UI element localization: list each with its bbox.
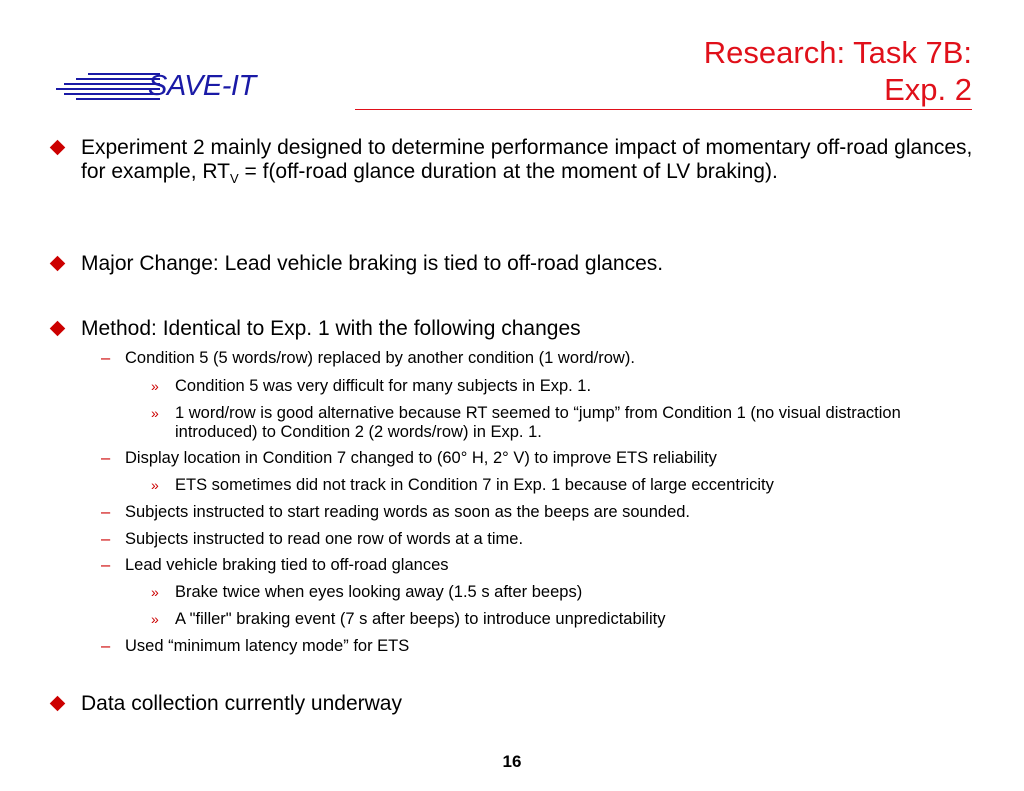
raquo-bullet: » <box>151 378 159 394</box>
raquo-bullet: » <box>151 584 159 600</box>
bullet-data-collection: Data collection currently underway <box>81 692 402 715</box>
dash-bullet: – <box>101 503 111 521</box>
sub-sub-item-ets-tracking: ETS sometimes did not track in Condition 7 in Exp. 1 because of large eccentricity <box>175 476 774 494</box>
title-line-2: Exp. 2 <box>884 72 972 107</box>
dash-bullet: – <box>101 556 111 574</box>
diamond-bullet-icon <box>50 696 66 712</box>
sub-sub-item-condition-5-difficult: Condition 5 was very difficult for many subjects in Exp. 1. <box>175 377 592 395</box>
sub-item-lead-vehicle-braking: Lead vehicle braking tied to off-road glances <box>125 556 449 574</box>
raquo-bullet: » <box>151 611 159 627</box>
sub-item-condition-5: Condition 5 (5 words/row) replaced by another condition (1 word/row). <box>125 349 635 367</box>
raquo-bullet: » <box>151 405 159 421</box>
bullet-experiment-2: Experiment 2 mainly designed to determine performance impact of momentary off-road glances, for example, $RT_V$ = f(off-road glance duration at the moment of LV braking). <box>81 136 973 186</box>
sub-item-display-location: Display location in Condition 7 changed to (60° H, 2° V) to improve ETS reliability <box>125 449 717 467</box>
logo-speed-lines <box>48 73 160 103</box>
sub-item-start-reading: Subjects instructed to start reading words as soon as the beeps are sounded. <box>125 503 691 521</box>
dash-bullet: – <box>101 637 111 655</box>
sub-sub-item-brake-twice: Brake twice when eyes looking away (1.5 s after beeps) <box>175 583 583 601</box>
title-underline <box>355 109 972 110</box>
sub-item-min-latency: Used “minimum latency mode” for ETS <box>125 637 410 655</box>
slide-title <box>704 34 972 108</box>
diamond-bullet-icon <box>50 140 66 156</box>
bullet-major-change: Major Change: Lead vehicle braking is tied to off-road glances. <box>81 252 664 275</box>
save-it-logo <box>48 70 308 110</box>
title-line-1: Research: Task 7B: <box>703 35 972 70</box>
diamond-bullet-icon <box>50 321 66 337</box>
sub-sub-item-one-word-row: 1 word/row is good alternative because RT seemed to “jump” from Condition 1 (no visual distraction introduced) to Condition 2 (2 words/row) in Exp. 1. <box>175 404 901 441</box>
raquo-bullet: » <box>151 477 159 493</box>
diamond-bullet-icon <box>50 256 66 272</box>
dash-bullet: – <box>101 530 111 548</box>
logo-text: SAVE-IT <box>148 70 256 102</box>
dash-bullet: – <box>101 349 111 367</box>
sub-sub-item-filler-event: A "filler" braking event (7 s after beeps) to introduce unpredictability <box>175 610 666 628</box>
bullet-method: Method: Identical to Exp. 1 with the following changes <box>81 317 581 340</box>
page-number: 16 <box>502 752 522 771</box>
dash-bullet: – <box>101 449 111 467</box>
sub-item-one-row: Subjects instructed to read one row of words at a time. <box>125 530 524 548</box>
